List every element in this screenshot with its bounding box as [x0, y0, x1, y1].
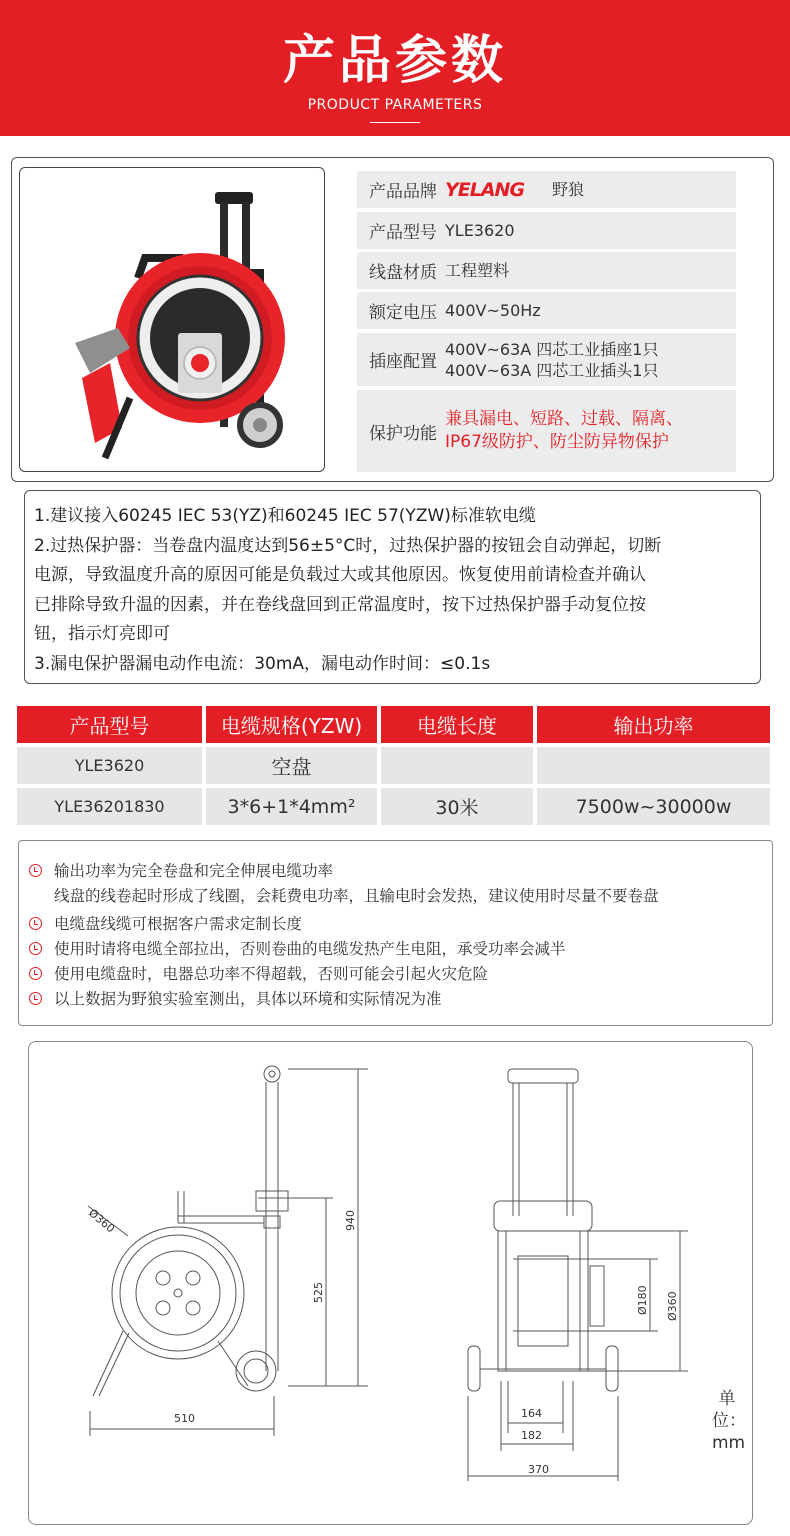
- side-view: [88, 1066, 368, 1516]
- spec-row-model: [357, 212, 736, 249]
- tip-item: [29, 937, 566, 959]
- clock-icon: [29, 942, 42, 955]
- dimension-label: Ø180: [636, 1285, 649, 1315]
- clock-icon: [29, 864, 42, 877]
- dimension-label: 370: [528, 1463, 549, 1476]
- tip-text: 以上数据为野狼实验室测出，具体以环境和实际情况为准: [54, 990, 442, 1008]
- table-header: 产品型号: [17, 706, 202, 743]
- spec-label: 保护功能: [369, 423, 437, 444]
- dimension-label: 164: [521, 1407, 542, 1420]
- spec-label: 线盘材质: [369, 263, 437, 283]
- table-cell: 30米: [381, 788, 533, 825]
- dimension-label: 182: [521, 1429, 542, 1442]
- dimension-label: Ø360: [86, 1206, 118, 1236]
- clock-icon: [29, 967, 42, 980]
- note-line: 钮，指示灯亮即可: [34, 624, 170, 644]
- spec-row-material: [357, 252, 736, 289]
- table-header: 输出功率: [537, 706, 770, 743]
- front-view-labels: [521, 1285, 679, 1476]
- tip-item: [29, 962, 488, 984]
- dimension-label: 525: [312, 1282, 325, 1303]
- table-cell: YLE3620: [17, 747, 202, 784]
- table-cell: [381, 747, 533, 784]
- note-line: 已排除导致升温的因素，并在卷线盘回到正常温度时，按下过热保护器手动复位按: [34, 594, 646, 615]
- clock-icon: [29, 917, 42, 930]
- spec-value: 400V~63A 四芯工业插座1只: [445, 339, 659, 359]
- spec-value: 400V~63A 四芯工业插头1只: [445, 360, 659, 380]
- dimension-drawing: [28, 1041, 753, 1525]
- table-header: 电缆长度: [381, 706, 533, 743]
- front-view: [468, 1069, 688, 1481]
- clock-icon: [29, 992, 42, 1005]
- note-line: 2.过热保护器：当卷盘内温度达到56±5°C时，过热保护器的按钮会自动弹起，切断: [34, 535, 662, 556]
- tip-item: [29, 987, 442, 1009]
- spec-label: 插座配置: [369, 352, 437, 372]
- spec-value: 400V~50Hz: [445, 301, 541, 320]
- table-cell: 3*6+1*4mm²: [206, 788, 377, 825]
- tip-text: 线盘的线卷起时形成了线圈，会耗费电功率，且输电时会发热，建议使用时尽量不要卷盘: [54, 887, 659, 905]
- product-photo: [19, 167, 325, 472]
- dimension-label: 940: [344, 1210, 357, 1231]
- spec-value: 工程塑料: [445, 261, 510, 280]
- page-subtitle: PRODUCT PARAMETERS: [0, 97, 790, 113]
- table-cell: 7500w~30000w: [537, 788, 770, 825]
- header-banner: [0, 0, 790, 136]
- table-header: 电缆规格(YZW): [206, 706, 377, 743]
- note-line: 电源，导致温度升高的原因可能是负载过大或其他原因。恢复使用前请检查并确认: [34, 565, 646, 585]
- side-view-labels: [86, 1206, 357, 1425]
- spec-row-brand: [357, 171, 736, 208]
- tip-item: [29, 859, 333, 881]
- table-cell: 空盘: [206, 747, 377, 784]
- spec-row-voltage: [357, 292, 736, 329]
- tip-text: 电缆盘线缆可根据客户需求定制长度: [54, 915, 303, 933]
- dimension-label: 510: [174, 1412, 195, 1425]
- spec-row-socket: [357, 333, 736, 386]
- spec-value: YLE3620: [445, 221, 515, 240]
- note-line: 1.建议接入60245 IEC 53(YZ)和60245 IEC 57(YZW)标准软电缆: [34, 506, 536, 526]
- tip-text: 使用电缆盘时，电器总功率不得超载，否则可能会引起火灾危险: [54, 965, 489, 983]
- spec-label: 产品品牌: [369, 182, 437, 202]
- tip-text: 输出功率为完全卷盘和完全伸展电缆功率: [54, 862, 334, 880]
- spec-value: 兼具漏电、短路、过载、隔离、: [445, 409, 683, 429]
- spec-row-protection: [357, 390, 736, 472]
- notes-text: [34, 502, 754, 679]
- tip-item: [29, 912, 302, 934]
- spec-value: 野狼: [552, 180, 585, 199]
- page-title: 产品参数: [282, 31, 507, 91]
- spec-label: 额定电压: [369, 303, 437, 323]
- brand-logo: YELANG: [445, 178, 525, 201]
- unit-label: 单位：mm: [712, 1389, 746, 1453]
- table-cell: YLE36201830: [17, 788, 202, 825]
- spec-label: 产品型号: [369, 223, 437, 243]
- tip-text: 使用时请将电缆全部拉出，否则卷曲的电缆发热产生电阻，承受功率会减半: [54, 940, 566, 958]
- spec-value: IP67级防护、防尘防异物保护: [445, 432, 669, 452]
- table-cell: [537, 747, 770, 784]
- note-line: 3.漏电保护器漏电动作电流：30mA，漏电动作时间：≤0.1s: [34, 653, 491, 674]
- dimension-label: Ø360: [666, 1291, 679, 1321]
